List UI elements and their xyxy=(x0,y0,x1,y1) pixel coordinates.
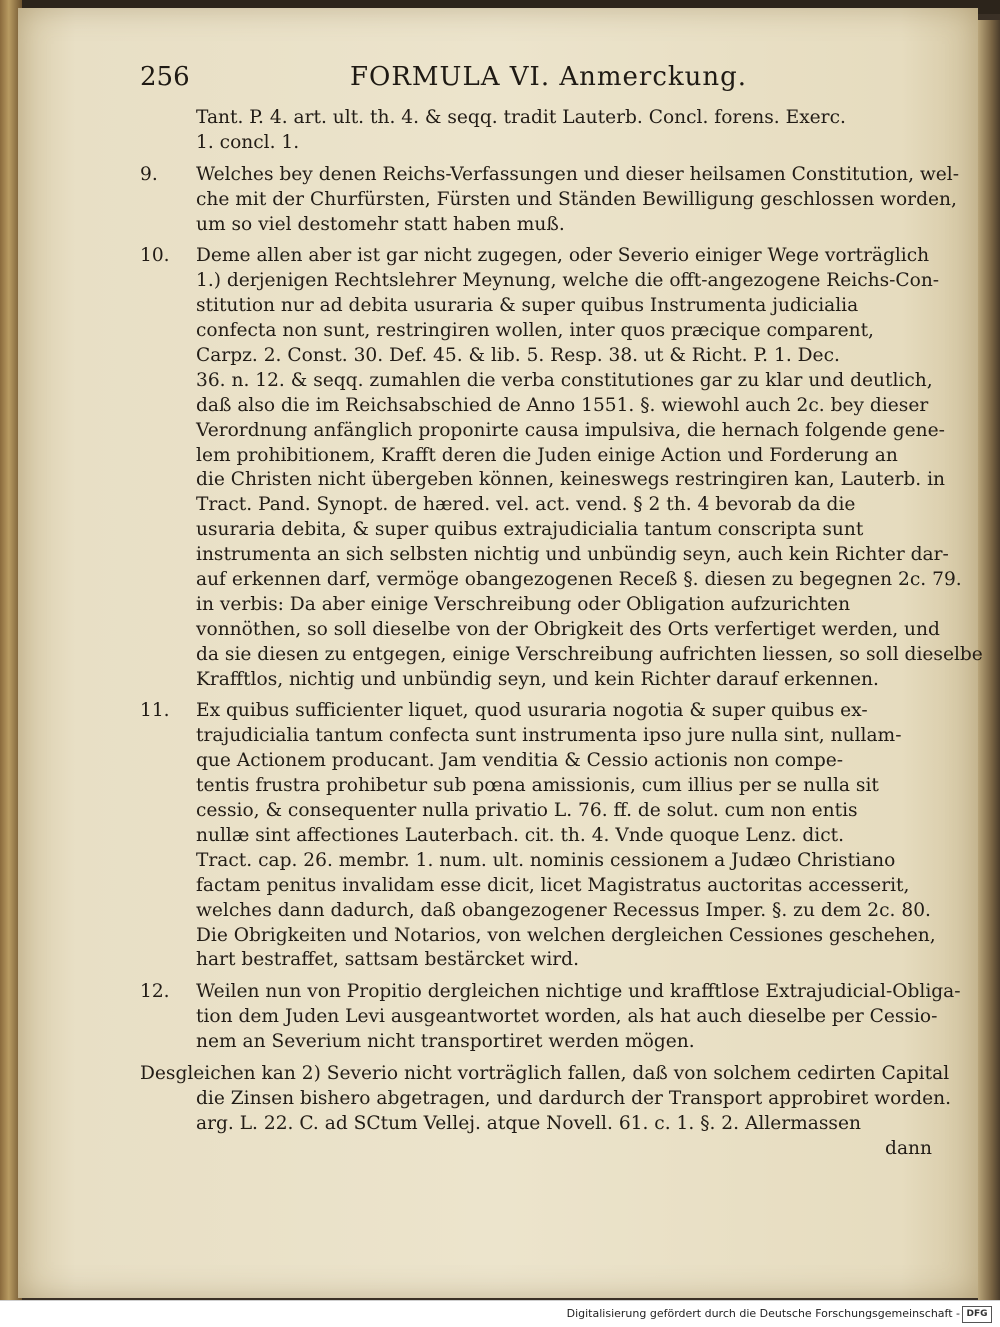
text-line: stitution nur ad debita usuraria & super quibus Instrumenta judicialia xyxy=(196,295,859,317)
digitization-footer xyxy=(0,1300,1000,1327)
text-line: Ex quibus sufficienter liquet, quod usuraria nogotia & super quibus ex- xyxy=(196,700,868,722)
text-line: tentis frustra prohibetur sub pœna amissionis, cum illius per se nulla sit xyxy=(196,775,879,797)
paragraph-number: 11. xyxy=(140,700,170,722)
text-line: Die Obrigkeiten und Notarios, von welchen dergleichen Cessiones geschehen, xyxy=(196,924,936,946)
paragraph-continuation xyxy=(140,106,940,156)
text-line: Tract. cap. 26. membr. 1. num. ult. nominis cessionem a Judæo Christiano xyxy=(196,849,896,871)
text-line: daß also die im Reichsabschied de Anno 1551. §. wiewohl auch 2c. bey dieser xyxy=(196,394,929,416)
text-line: 36. n. 12. & seqq. zumahlen die verba constitutiones gar zu klar und deutlich, xyxy=(196,369,933,391)
page-number: 256 xyxy=(140,62,190,92)
text-line: que Actionem producant. Jam venditia & Cessio actionis non compe- xyxy=(196,750,844,772)
paragraph-number: 12. xyxy=(140,981,170,1003)
text-line: 1.) derjenigen Rechtslehrer Meynung, welche die offt-angezogene Reichs-Con- xyxy=(196,270,940,292)
text-line: Verordnung anfänglich proponirte causa impulsiva, die hernach folgende gene- xyxy=(196,419,945,441)
text-line: in verbis: Da aber einige Verschreibung oder Obligation aufzurichten xyxy=(196,593,851,615)
text-line: cessio, & consequenter nulla privatio L. 76. ff. de solut. cum non entis xyxy=(196,800,858,822)
text-line: trajudicialia tantum confecta sunt instrumenta ipso jure nulla sint, nullam- xyxy=(196,725,902,747)
paragraph-11 xyxy=(140,699,940,973)
text-line: Tract. Pand. Synopt. de hæred. vel. act. vend. § 2 th. 4 bevorab da die xyxy=(196,494,856,516)
text-line: Desgleichen kan 2) Severio nicht vorträglich fallen, daß von solchem cedirten Capital xyxy=(140,1062,950,1084)
text-line: confecta non sunt, restringiren wollen, inter quos præcique comparent, xyxy=(196,320,874,342)
text-line: Weilen nun von Propitio dergleichen nichtige und krafftlose Extrajudicial-Obliga- xyxy=(196,981,961,1003)
text-line: lem prohibitionem, Krafft deren die Juden einige Action und Forderung an xyxy=(196,444,898,466)
text-line: factam penitus invalidam esse dicit, licet Magistratus auctoritas accesserit, xyxy=(196,874,910,896)
text-line: instrumenta an sich selbsten nichtig und unbündig seyn, auch kein Richter dar- xyxy=(196,544,949,566)
text-line: um so viel destomehr statt haben muß. xyxy=(196,213,565,235)
paragraph-10 xyxy=(140,244,983,692)
text-line: welches dann dadurch, daß obangezogener Recessus Imper. §. zu dem 2c. 80. xyxy=(196,899,931,921)
running-title: FORMULA VI. Anmerckung. xyxy=(350,62,748,92)
paragraph-closing xyxy=(140,1062,951,1137)
paragraph-9 xyxy=(140,163,960,238)
text-line: nullæ sint affectiones Lauterbach. cit. th. 4. Vnde quoque Lenz. dict. xyxy=(196,824,845,846)
text-line: da sie diesen zu entgegen, einige Verschreibung aufrichten liessen, so soll dieselbe xyxy=(196,643,983,665)
paragraph-number: 9. xyxy=(140,163,158,185)
text-line: 1. concl. 1. xyxy=(196,131,300,153)
text-line: Carpz. 2. Const. 30. Def. 45. & lib. 5. Resp. 38. ut & Richt. P. 1. Dec. xyxy=(196,345,840,367)
catchword: dann xyxy=(885,1137,932,1159)
text-line: Welches bey denen Reichs-Verfassungen und dieser heilsamen Constitution, wel- xyxy=(196,163,960,185)
text-line: die Christen nicht übergeben können, keineswegs restringiren kan, Lauterb. in xyxy=(196,469,945,491)
text-line: hart bestraffet, sattsam bestärcket wird. xyxy=(196,949,579,971)
footer-credit: Digitalisierung gefördert durch die Deutsche Forschungsgemeinschaft - xyxy=(566,1307,960,1320)
paragraph-12 xyxy=(140,980,961,1055)
text-line: usuraria debita, & super quibus extrajudicialia tantum conscripta sunt xyxy=(196,519,864,541)
dfg-logo-icon: DFG xyxy=(962,1306,992,1323)
text-line: nem an Severium nicht transportiret werden mögen. xyxy=(196,1031,695,1053)
text-line: auf erkennen darf, vermöge obangezogenen Receß §. diesen zu begegnen 2c. 79. xyxy=(196,569,962,591)
text-line: tion dem Juden Levi ausgeantwortet worden, als hat auch dieselbe per Cessio- xyxy=(196,1006,938,1028)
paragraph-number: 10. xyxy=(140,245,170,267)
text-line: die Zinsen bishero abgetragen, und dardurch der Transport approbiret worden. xyxy=(196,1087,951,1109)
page-body-text xyxy=(140,106,983,1162)
text-line: Tant. P. 4. art. ult. th. 4. & seqq. tradit Lauterb. Concl. forens. Exerc. xyxy=(196,107,846,128)
text-line: che mit der Churfürsten, Fürsten und Ständen Bewilligung geschlossen worden, xyxy=(196,188,957,210)
page-header xyxy=(140,62,940,96)
text-line: arg. L. 22. C. ad SCtum Vellej. atque Novell. 61. c. 1. §. 2. Allermassen xyxy=(196,1112,861,1134)
text-line: Krafftlos, nichtig und unbündig seyn, und kein Richter darauf erkennen. xyxy=(196,668,879,690)
text-line: vonnöthen, so soll dieselbe von der Obrigkeit des Orts verfertiget werden, und xyxy=(196,618,940,640)
text-line: Deme allen aber ist gar nicht zugegen, oder Severio einiger Wege vorträglich xyxy=(196,245,930,267)
